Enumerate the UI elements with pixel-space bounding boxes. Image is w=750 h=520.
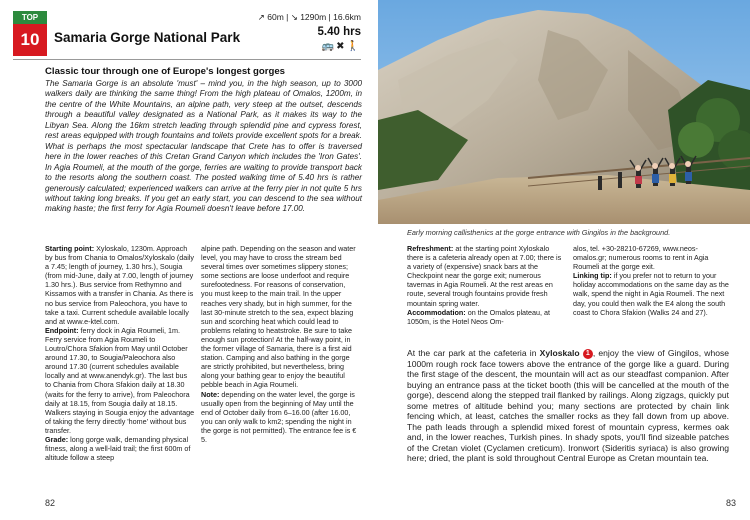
intro-section (45, 66, 362, 215)
grade-label: Grade: (45, 434, 69, 444)
accommodation-continued-text: alos, tel. +30-28210-67269, www.neos-omalos.gr; numerous rooms to rent in Agia Roumeli at the gorge exit. (573, 244, 709, 272)
route-text-start: At the car park at the cafeteria in (407, 348, 540, 358)
note-text: depending on the water level, the gorge is usually open from the beginning of May until the end of October daily from 6–16.00 (after 16.00, you can only walk to km2; spending the night in the gorge is not permitted). The entrance fee is € 5. (201, 389, 357, 444)
route-text-rest: , enjoy the view of Gingilos, whose 1000m rough rock face towers above the entrance of the gorge like a guard. During the first stage of the descent, the mountain will act as our steadfast companion. After buying an entrance pass at the ticket booth (this will be cancelled at the mouth of the gorge), descend along the stepped trail flanked by railings. Along zigzags, quickly put some metres of altitude behind you; many sections are protected by chain link fencing which, at least, catches the smaller rocks as they fall down from up above. The path leads through a splendid mixed forest of mountain cypress, kermes oak and, in the lower reaches, Turkish pines. In shady spots, you'll find sizeable patches of the Cretan violet (Cyclamen creticum). Ironwort (Sideritis syriaca) is also growing here; dried, the plant is sold throughout Central Europe as Cretan mountain tea. (407, 348, 730, 464)
photo-caption: Early morning callisthenics at the gorge entrance with Gingilos in the background. (407, 228, 671, 237)
walk-number-badge: 10 (13, 24, 47, 56)
info-column-2 (201, 244, 358, 444)
info-column-4 (573, 244, 729, 317)
page-number-right: 83 (725, 498, 736, 508)
endpoint-text: ferry dock in Agia Roumeli, 1m. Ferry service from Agia Roumeli to Loutro/Chora Sfakion from May until October around 17.30, to Sougia/Paleochora also around 17.30 (current schedules available locally and at www.anendyk.gr). The last bus to Chania from Chora Sfakion daily at 18.30 (waits for the ferry to arrive), from Paleochora daily at 18.15, from Sougia daily at 18.15. Walkers staying in Sougia enjoy the advantage of taking the ferry directly 'home' without bus transfer. (45, 325, 195, 435)
grade-continued-text: alpine path. Depending on the season and water level, you may have to cross the stream bed several times over sometimes slippery stones; some sections are loose underfoot and require surefootedness. For reasons of conservation, you must keep to the main trail. In the upper reaches very shady, but in high summer, for the last 30-minute stretch to the sea, expect blazing sun and scorching heat which could lead to problems relating to heatstroke. Be sure to take enough sun protection! At the half-way point, in the former village of Samaria, there is a first aid station. Camping and also bathing in the gorge are strictly prohibited, but nevertheless, bring along your bathing gear to enjoy the beautiful pebble beach in Agia Roumeli. (201, 244, 356, 390)
starting-point-label: Starting point: (45, 244, 95, 253)
refreshment-text: at the starting point Xyloskalo there is a cafeteria already open at 7.00; there is a variety of (expensive) snack bars at the Checkpoint near the gorge exit; numerous tavernas in Agia Roumeli. At the rest areas en route, several trough fountains provide fresh mountain spring water. (407, 244, 562, 308)
starting-point-text: Xyloskalo, 1230m. Approach by bus from Chania to Omalos/Xyloskalo (daily a 7.45; length of journey, 1.30 hrs.), Sougia (from mid-June, daily at 7.00, length of journey 1.30 hrs.). Bus service from Rethymno and Kissamos with a transfer in Chania. As there is no bus service from Paleochora, you have to take a taxi. Current schedule available locally and at www.e-ktel.com. (45, 244, 195, 326)
right-page (375, 0, 750, 520)
header-divider (13, 59, 361, 60)
walk-duration: 5.40 hrs (317, 26, 361, 38)
linking-tip-label: Linking tip: (573, 271, 612, 281)
walk-stats: ↗ 60m | ↘ 1290m | 16.6km (257, 12, 361, 22)
route-place-name: Xyloskalo (539, 348, 580, 358)
note-label: Note: (201, 389, 220, 399)
waypoint-marker: 1 (583, 349, 593, 359)
gorge-photo-illustration (378, 0, 750, 224)
accommodation-label: Accommodation: (407, 307, 466, 317)
gorge-photo (378, 0, 750, 224)
info-column-1 (45, 244, 195, 462)
linking-tip-text: if you prefer not to return to your holiday accommodations on the same day as the walk, spend the night in Agia Roumeli. The next day, you could then walk the E4 along the south coast to Chora Sfakion (Walks 24 and 27). (573, 271, 729, 317)
intro-subtitle: Classic tour through one of Europe's longest gorges (45, 66, 286, 77)
page-title: Samaria Gorge National Park (54, 30, 241, 45)
top-badge: TOP (13, 11, 47, 24)
intro-text: The Samaria Gorge is an absolute 'must' – mind you, in the high season, up to 3000 walkers daily are thinking the same thing! From the high plateau of Omalos, 1200m, in the centre of the White Mountains, an alpine path, very steep at the outset, descends through a beautiful valley designated as a National Park, as it makes its way to the Libyan Sea. Along the 16km stretch leading through splendid pine and cypress forest, rest areas equipped with trough fountains and toilets provide excellent spots for a break. What is perhaps the most spectacular landscape that Crete has to offer is traversed here in the lower reaches of this Cretan Grand Canyon which includes the 'Iron Gates'. In Agia Roumeli, at the mouth of the gorge, ferries are waiting to provide transport back to the resorts along the southern coast. The posted walking time of 5.40 hrs is rather generously calculated; experienced walkers can arrive at the ferry pier in not quite 5 hrs without taking long breaks. If you get an early start, you can descend to the sea without making haste; the first ferry for Agia Roumeli doesn't leave before 17.00. (45, 79, 362, 214)
transport-icons: 🚌✖🚶 (321, 41, 361, 52)
grade-text: long gorge walk, demanding physical fitness, along a well-laid trail; the first 600m of altitude follow a steep (45, 434, 191, 463)
refreshment-label: Refreshment: (407, 244, 454, 253)
accommodation-text: on the Omalos plateau, at 1050m, is the Hotel Neos Om- (407, 307, 551, 326)
page-number-left: 82 (45, 498, 56, 508)
info-column-3 (407, 244, 567, 326)
endpoint-label: Endpoint: (45, 325, 79, 335)
route-description (407, 348, 729, 464)
